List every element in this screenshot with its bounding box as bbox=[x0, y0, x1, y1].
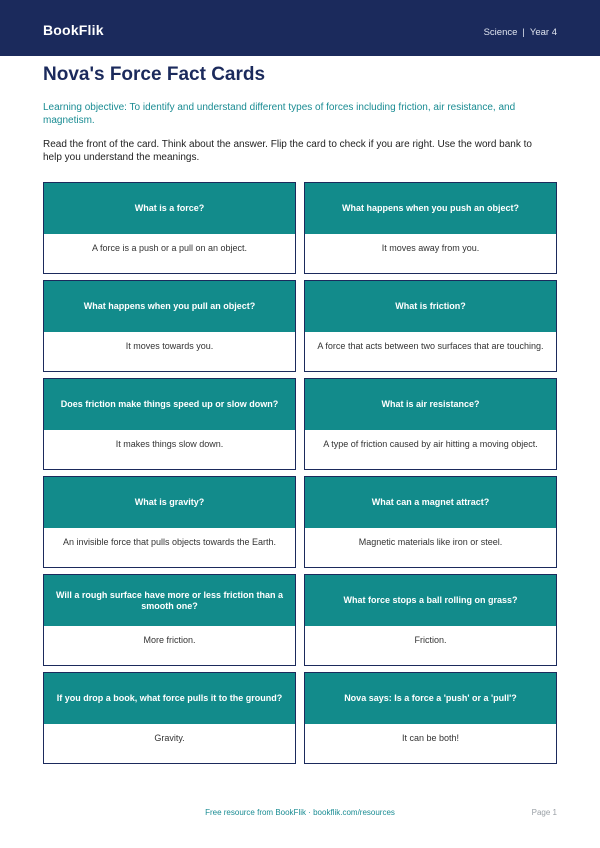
footer-credit[interactable]: Free resource from BookFlik · bookflik.com/resources bbox=[205, 808, 395, 817]
card-question: What is friction? bbox=[305, 281, 556, 332]
fact-card[interactable] bbox=[43, 476, 296, 568]
fact-card[interactable] bbox=[304, 476, 557, 568]
instructions: Read the front of the card. Think about the answer. Flip the card to check if you are right. Use the word bank to help you understand the meanings. bbox=[43, 139, 532, 163]
card-question: What is a force? bbox=[44, 183, 295, 234]
card-answer: It can be both! bbox=[401, 732, 460, 743]
card-question: What happens when you push an object? bbox=[305, 183, 556, 234]
top-bar bbox=[0, 0, 600, 56]
card-question: Does friction make things speed up or slow down? bbox=[44, 379, 295, 430]
card-answer: Magnetic materials like iron or steel. bbox=[358, 536, 503, 547]
fact-card[interactable] bbox=[43, 182, 296, 274]
fact-card[interactable] bbox=[304, 574, 557, 666]
fact-card[interactable] bbox=[43, 672, 296, 764]
card-answer: It makes things slow down. bbox=[115, 438, 224, 449]
card-question: Nova says: Is a force a 'push' or a 'pull'? bbox=[305, 673, 556, 724]
card-answer: More friction. bbox=[143, 634, 196, 645]
fact-card[interactable] bbox=[43, 378, 296, 470]
page-title: Nova's Force Fact Cards bbox=[43, 64, 266, 85]
fact-card[interactable] bbox=[43, 280, 296, 372]
breadcrumb-year: Year 4 bbox=[529, 27, 557, 38]
fact-card-grid bbox=[43, 182, 557, 764]
card-question: What is air resistance? bbox=[305, 379, 556, 430]
fact-card[interactable] bbox=[304, 182, 557, 274]
card-answer: Friction. bbox=[414, 634, 447, 645]
fact-card[interactable] bbox=[43, 574, 296, 666]
fact-card[interactable] bbox=[304, 280, 557, 372]
breadcrumb-separator: | bbox=[522, 27, 525, 38]
card-answer: An invisible force that pulls objects towards the Earth. bbox=[62, 536, 277, 547]
card-question: Will a rough surface have more or less friction than a smooth one? bbox=[44, 575, 295, 626]
card-answer: A force is a push or a pull on an object. bbox=[91, 242, 248, 253]
breadcrumb-subject: Science bbox=[483, 27, 518, 38]
card-answer: A type of friction caused by air hitting a moving object. bbox=[323, 438, 538, 449]
fact-card[interactable] bbox=[304, 672, 557, 764]
card-answer: A force that acts between two surfaces that are touching. bbox=[317, 340, 544, 351]
breadcrumb bbox=[484, 27, 557, 38]
card-answer: Gravity. bbox=[154, 732, 185, 743]
learning-objective: Learning objective: To identify and understand different types of forces including friction, air resistance, and magnetism. bbox=[43, 102, 516, 126]
card-question: What can a magnet attract? bbox=[305, 477, 556, 528]
card-answer: It moves towards you. bbox=[125, 340, 214, 351]
fact-card[interactable] bbox=[304, 378, 557, 470]
card-answer: It moves away from you. bbox=[381, 242, 480, 253]
card-question: What is gravity? bbox=[44, 477, 295, 528]
card-question: If you drop a book, what force pulls it to the ground? bbox=[44, 673, 295, 724]
brand-logo[interactable]: BookFlik bbox=[43, 22, 104, 38]
page-number: Page 1 bbox=[531, 808, 557, 817]
card-question: What force stops a ball rolling on grass? bbox=[305, 575, 556, 626]
card-question: What happens when you pull an object? bbox=[44, 281, 295, 332]
